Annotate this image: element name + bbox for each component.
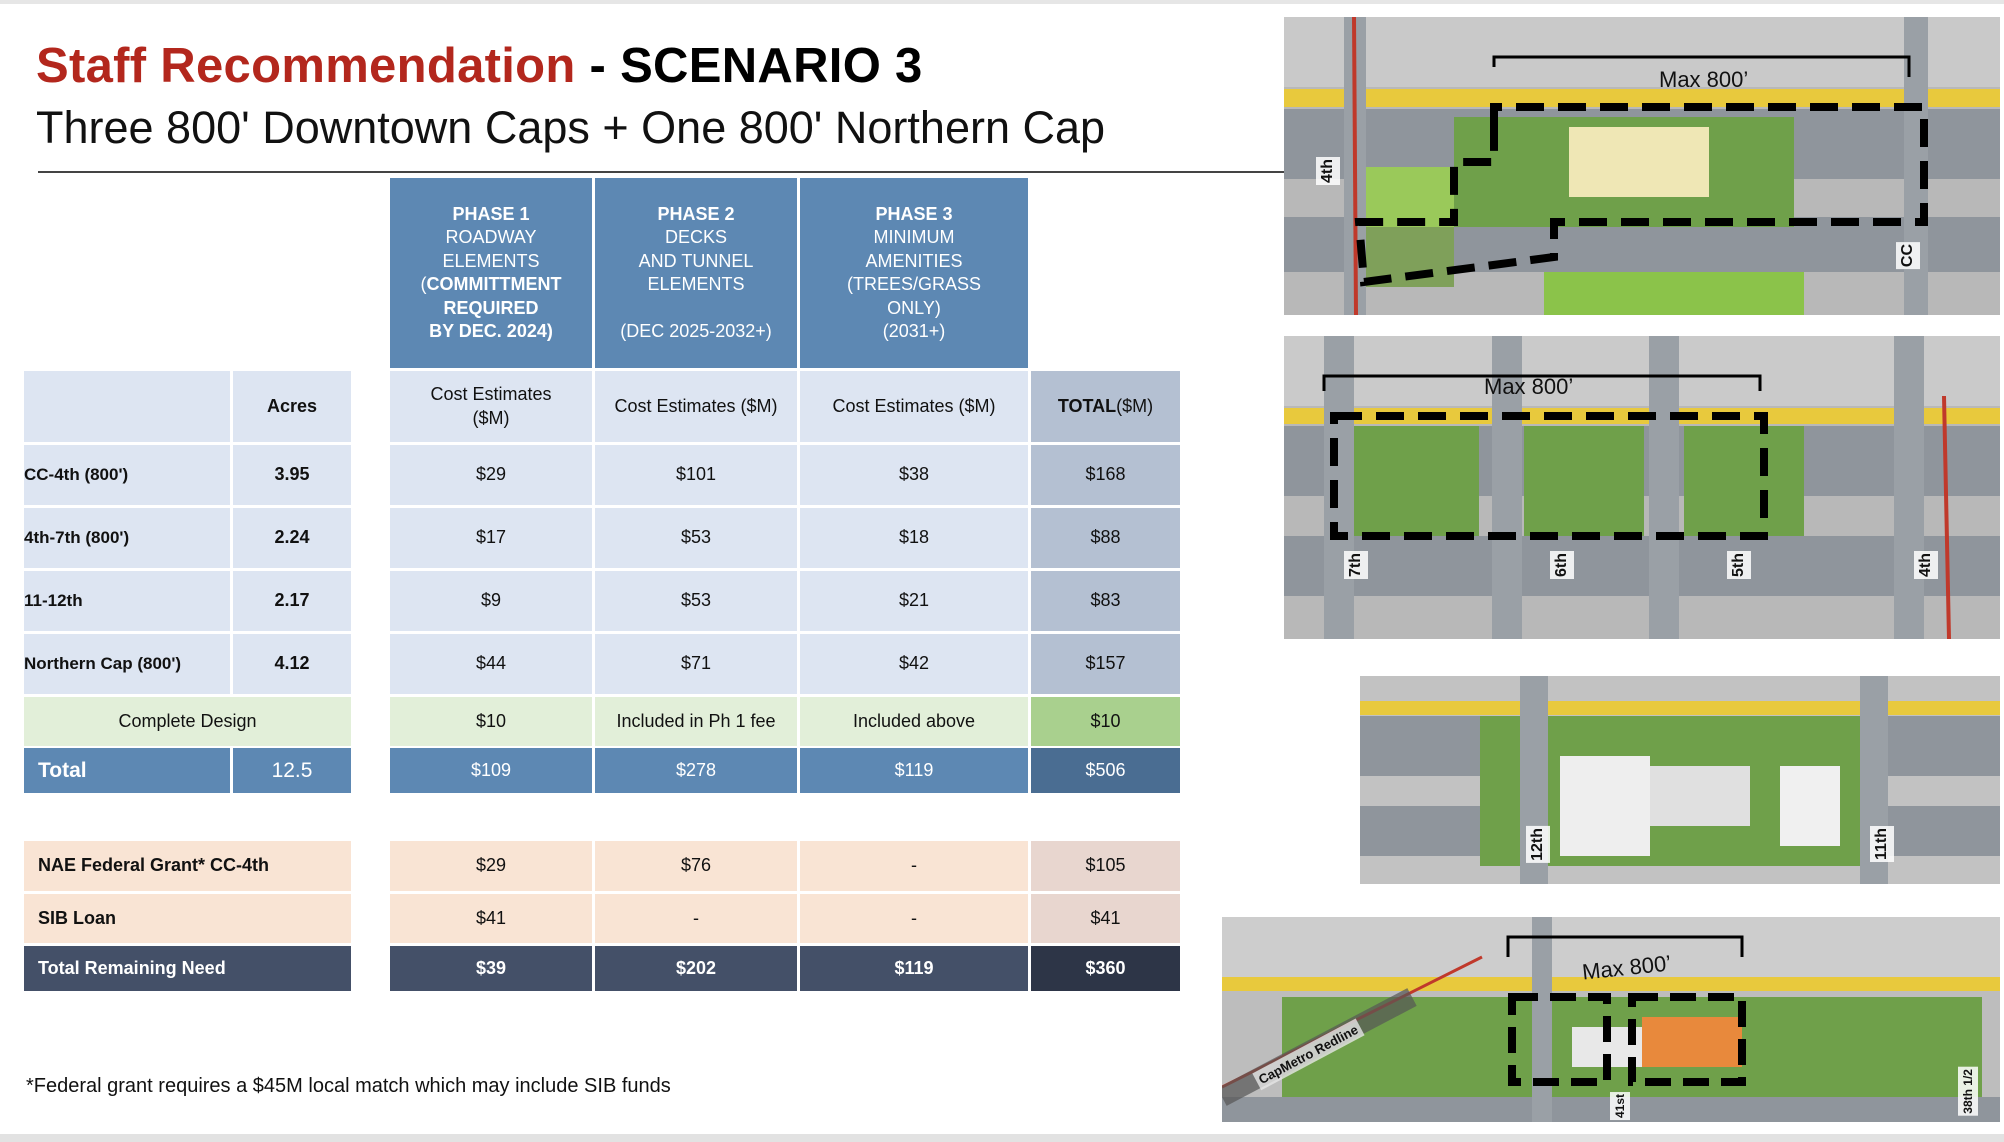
row-3-acres: 2.17: [233, 571, 351, 631]
phase-3-header: [800, 178, 1028, 368]
funding-grant-total: $105: [1031, 841, 1180, 891]
total-header: [1031, 371, 1180, 442]
phase-2-line3: AND TUNNEL: [638, 250, 754, 271]
phase-2-header: [595, 178, 797, 368]
map-11-12th: [1360, 676, 2000, 884]
total-row-p2: $278: [595, 748, 797, 793]
funding-sib-name: SIB Loan: [24, 894, 351, 943]
funding-sib-p2: -: [595, 894, 797, 943]
row-3-total: $83: [1031, 571, 1180, 631]
map-11-12th-label-12th: 12th: [1526, 826, 1550, 863]
funding-sib-p1: $41: [390, 894, 592, 943]
map-4th-7th-label-4th: 4th: [1914, 551, 1938, 579]
phase-1-line6: BY DEC. 2024): [429, 321, 553, 341]
row-4-p3: $42: [800, 634, 1028, 694]
design-row-p3: Included above: [800, 697, 1028, 746]
row-1-total: $168: [1031, 445, 1180, 505]
phase-3-line3: AMENITIES: [865, 250, 963, 271]
row-1-p2: $101: [595, 445, 797, 505]
map-4th-7th-max-label: Max 800’: [1484, 374, 1574, 399]
map-northern-cap-label-41st: 41st: [1610, 1092, 1630, 1120]
map-northern-cap-label-38th: 38th 1/2: [1958, 1067, 1978, 1116]
funding-sib-p3: -: [800, 894, 1028, 943]
row-2-p3: $18: [800, 508, 1028, 568]
row-4-p1: $44: [390, 634, 592, 694]
row-2-name: 4th-7th (800'): [24, 508, 230, 568]
phase-1-line4: [421, 273, 562, 297]
map-cc-4th: [1284, 17, 2000, 315]
title-scenario: - SCENARIO 3: [575, 39, 923, 93]
phase-1-line5: REQUIRED: [443, 297, 539, 318]
total-row-acres: 12.5: [233, 748, 351, 793]
total-row-total: $506: [1031, 748, 1180, 793]
row-2-total: $88: [1031, 508, 1180, 568]
row-3-p2: $53: [595, 571, 797, 631]
phase-3-title: PHASE 3: [875, 203, 953, 224]
phase-3-line4: (TREES/GRASS: [846, 274, 982, 294]
map-4th-7th-image: [1284, 336, 2000, 639]
phase-3-cost-header: Cost Estimates ($M): [800, 371, 1028, 442]
map-4th-7th-label-6th: 6th: [1550, 551, 1574, 579]
map-cc-4th-max-label: Max 800’: [1659, 67, 1749, 92]
row-4-acres: 4.12: [233, 634, 351, 694]
funding-grant-name: NAE Federal Grant* CC-4th: [24, 841, 351, 891]
design-row-p1: $10: [390, 697, 592, 746]
remaining-p2: $202: [595, 946, 797, 991]
phase-1-line2: ROADWAY: [445, 227, 537, 247]
row-2-p2: $53: [595, 508, 797, 568]
map-4th-7th-label-7th: 7th: [1344, 551, 1368, 579]
phase-2-cost-header: Cost Estimates ($M): [595, 371, 797, 442]
map-cc-4th-label-cc: CC: [1896, 242, 1920, 269]
phase-1-line3: ELEMENTS: [442, 250, 540, 271]
funding-grant-p1: $29: [390, 841, 592, 891]
map-cc-4th-image: [1284, 17, 2000, 315]
remaining-p1: $39: [390, 946, 592, 991]
design-row-name: Complete Design: [24, 697, 351, 746]
phase-1-commitment: COMMITTMENT: [426, 274, 562, 294]
total-row-p3: $119: [800, 748, 1028, 793]
phase-3-line6: (2031+): [882, 321, 946, 341]
row-2-acres: 2.24: [233, 508, 351, 568]
phase-2-line6: (DEC 2025-2032+): [620, 320, 772, 341]
title-divider: [38, 171, 1288, 173]
funding-grant-p3: -: [800, 841, 1028, 891]
top-rule: [0, 0, 2004, 4]
total-header-bold: TOTAL: [1057, 395, 1117, 416]
row-4-total: $157: [1031, 634, 1180, 694]
map-4th-7th-label-5th: 5th: [1727, 551, 1751, 579]
remaining-total: $360: [1031, 946, 1180, 991]
remaining-name: Total Remaining Need: [24, 946, 351, 991]
phase-1-title: PHASE 1: [452, 203, 530, 224]
page-title: [36, 38, 923, 94]
acres-header: Acres: [233, 371, 351, 442]
phase-1-cost-header: Cost Estimates ($M): [390, 371, 592, 442]
phase-1-header: [390, 178, 592, 368]
map-cc-4th-label-4th: 4th: [1316, 157, 1340, 185]
phase-2-title: PHASE 2: [657, 203, 735, 224]
phase-3-line5: ONLY): [887, 297, 941, 318]
row-4-name: Northern Cap (800'): [24, 634, 230, 694]
row-1-p1: $29: [390, 445, 592, 505]
design-row-total: $10: [1031, 697, 1180, 746]
funding-sib-total: $41: [1031, 894, 1180, 943]
row-3-p3: $21: [800, 571, 1028, 631]
map-northern-cap: [1222, 917, 2000, 1122]
row-4-p2: $71: [595, 634, 797, 694]
map-northern-cap-rail-label: CapMetro Redline: [1252, 1019, 1364, 1090]
row-1-acres: 3.95: [233, 445, 351, 505]
page-subtitle: Three 800' Downtown Caps + One 800' Northern Cap: [36, 102, 1106, 153]
row-1-name: CC-4th (800'): [24, 445, 230, 505]
row-3-name: 11-12th: [24, 571, 230, 631]
bottom-rule: [0, 1134, 2004, 1142]
header-blank: [24, 371, 230, 442]
map-northern-cap-max-label: Max 800’: [1580, 950, 1673, 985]
title-highlight: Staff Recommendation: [36, 39, 576, 93]
total-row-name: Total: [24, 748, 230, 793]
map-11-12th-image: [1360, 676, 2000, 884]
map-4th-7th: [1284, 336, 2000, 639]
phase-2-line2: DECKS: [664, 227, 727, 248]
remaining-p3: $119: [800, 946, 1028, 991]
total-header-unit: ($M): [1116, 395, 1154, 416]
row-2-p1: $17: [390, 508, 592, 568]
footnote: *Federal grant requires a $45M local match which may include SIB funds: [26, 1075, 671, 1097]
map-11-12th-label-11th: 11th: [1870, 826, 1894, 862]
design-row-p2: Included in Ph 1 fee: [595, 697, 797, 746]
row-1-p3: $38: [800, 445, 1028, 505]
row-3-p1: $9: [390, 571, 592, 631]
funding-grant-p2: $76: [595, 841, 797, 891]
phase-3-line2: MINIMUM: [873, 227, 955, 247]
total-row-p1: $109: [390, 748, 592, 793]
phase-2-line4: ELEMENTS: [647, 274, 745, 295]
phase-1-paren: (: [420, 274, 427, 294]
